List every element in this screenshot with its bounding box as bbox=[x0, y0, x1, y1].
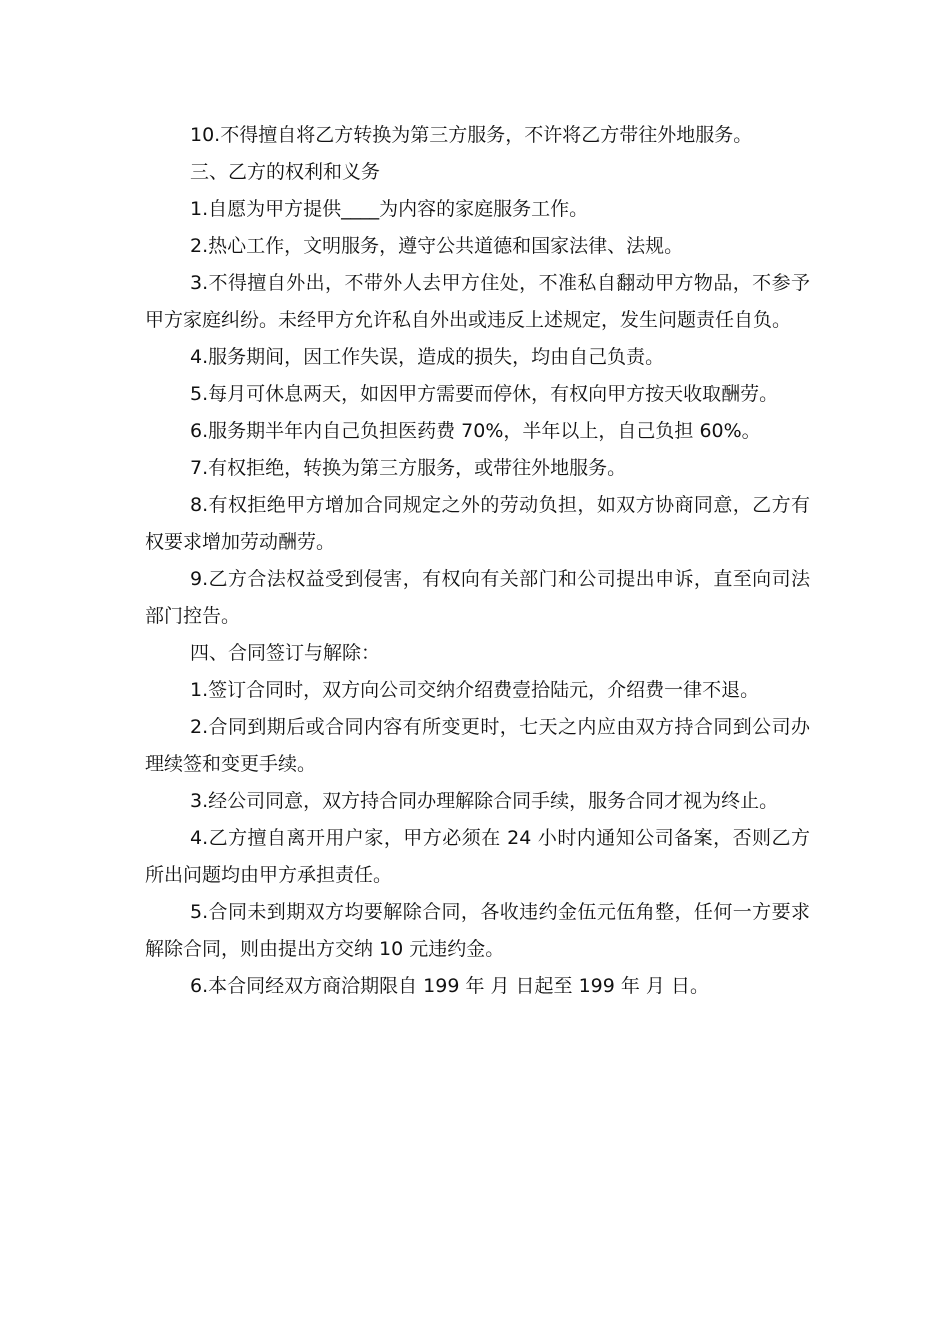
term-3-termination: 3.经公司同意，双方持合同办理解除合同手续，服务合同才视为终止。 bbox=[190, 790, 779, 812]
document-body bbox=[145, 117, 810, 1005]
term-6-duration: 6.本合同经双方商洽期限自 199 年 月 日起至 199 年 月 日。 bbox=[190, 975, 709, 997]
clause-5-rest-days: 5.每月可休息两天，如因甲方需要而停休，有权向甲方按天收取酬劳。 bbox=[190, 383, 779, 405]
section-heading-rights-duties: 三、乙方的权利和义务 bbox=[190, 161, 381, 183]
section-heading-signing-termination: 四、合同签订与解除： bbox=[190, 642, 381, 664]
term-2-renewal: 2.合同到期后或合同内容有所变更时，七天之内应由双方持合同到公司办理续签和变更手续。 bbox=[145, 716, 810, 775]
clause-9-complaints: 9.乙方合法权益受到侵害，有权向有关部门和公司提出申诉，直至向司法部门控告。 bbox=[145, 568, 810, 627]
term-4-leaving-household: 4.乙方擅自离开用户家，甲方必须在 24 小时内通知公司备案，否则乙方所出问题均由甲方承担责任。 bbox=[145, 827, 810, 886]
term-1-introduction-fee: 1.签订合同时，双方向公司交纳介绍费壹拾陆元，介绍费一律不退。 bbox=[190, 679, 760, 701]
clause-3-no-going-out: 3.不得擅自外出，不带外人去甲方住处，不准私自翻动甲方物品，不参予甲方家庭纠纷。未经甲方允许私自外出或违反上述规定，发生问题责任自负。 bbox=[145, 272, 810, 331]
clause-8-extra-labor: 8.有权拒绝甲方增加合同规定之外的劳动负担，如双方协商同意，乙方有权要求增加劳动酬劳。 bbox=[145, 494, 810, 553]
clause-7-right-to-refuse: 7.有权拒绝，转换为第三方服务，或带往外地服务。 bbox=[190, 457, 627, 479]
clause-2-conduct: 2.热心工作，文明服务，遵守公共道德和国家法律、法规。 bbox=[190, 235, 684, 257]
term-5-penalty: 5.合同未到期双方均要解除合同，各收违约金伍元伍角整，任何一方要求解除合同，则由提出方交纳 10 元违约金。 bbox=[145, 901, 810, 960]
clause-4-losses: 4.服务期间，因工作失误，造成的损失，均由自己负责。 bbox=[190, 346, 665, 368]
clause-10-no-transfer: 10.不得擅自将乙方转换为第三方服务，不许将乙方带往外地服务。 bbox=[190, 124, 753, 146]
clause-1-service-content: 1.自愿为甲方提供____为内容的家庭服务工作。 bbox=[190, 198, 589, 220]
clause-6-medical-fees: 6.服务期半年内自己负担医药费 70%，半年以上，自己负担 60%。 bbox=[190, 420, 761, 442]
